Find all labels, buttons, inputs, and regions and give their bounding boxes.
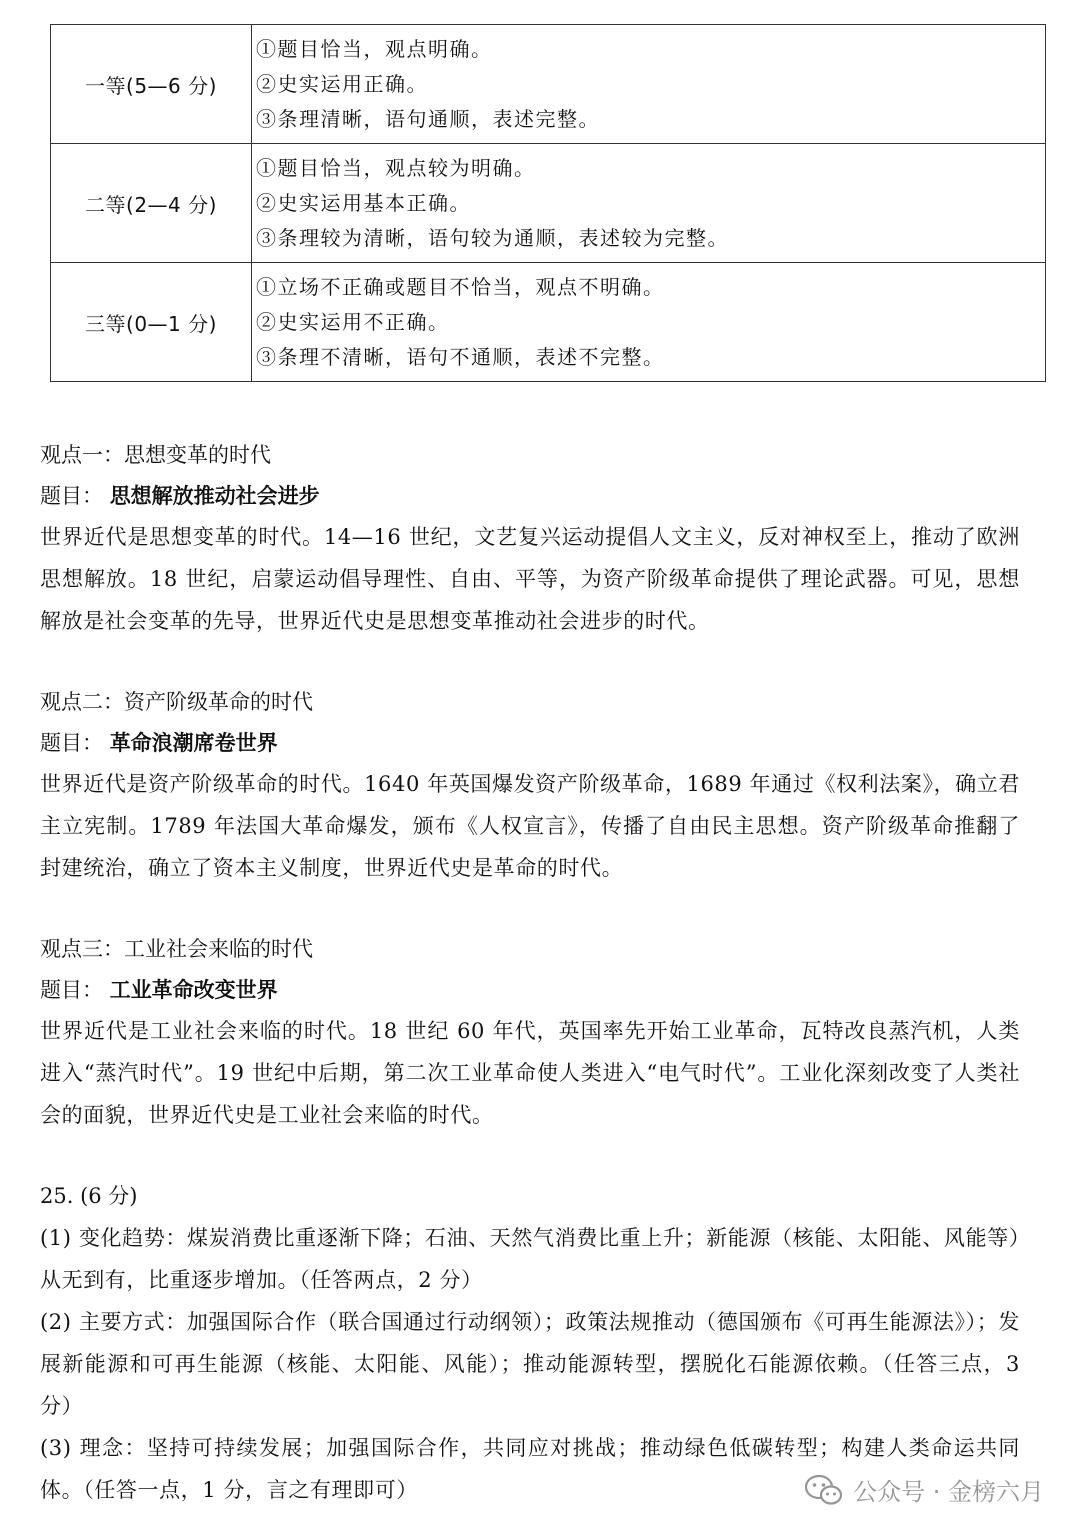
viewpoint-heading: 观点二：资产阶级革命的时代 xyxy=(40,690,313,714)
topic-line xyxy=(40,970,1020,1010)
watermark-text: 公众号 · 金榜六月 xyxy=(853,1478,1044,1506)
topic-line xyxy=(40,723,1020,763)
criterion-item: ①题目恰当，观点明确。 xyxy=(256,36,493,61)
viewpoint-paragraph: 世界近代是思想变革的时代。14—16 世纪，文艺复兴运动提倡人文主义，反对神权至上，推动了欧洲思想解放。18 世纪，启蒙运动倡导理性、自由、平等，为资产阶级革命提供了理论武器。可见，思想解放是社会变革的先导，世界近代史是思想变革推动社会进步的时代。 xyxy=(40,525,1020,633)
topic-label: 题目： xyxy=(40,978,103,1002)
answer-item: (2) 主要方式：加强国际合作（联合国通过行动纲领）；政策法规推动（德国颁布《可再生能源法》）；发展新能源和可再生能源（核能、太阳能、风能）；推动能源转型，摆脱化石能源依赖。（任答三点，3 分） xyxy=(40,1310,1020,1418)
criterion-item: ②史实运用基本正确。 xyxy=(256,190,471,215)
table-row xyxy=(51,144,1046,263)
grade-criteria xyxy=(252,144,1046,263)
viewpoint-heading: 观点三：工业社会来临的时代 xyxy=(40,937,313,961)
viewpoint-heading: 观点一：思想变革的时代 xyxy=(40,443,271,467)
viewpoint-section xyxy=(40,681,1020,889)
watermark xyxy=(805,1472,1044,1507)
topic-label: 题目： xyxy=(40,484,103,508)
viewpoint-section xyxy=(40,928,1020,1136)
wechat-icon xyxy=(805,1474,843,1506)
grade-label: 三等(0—1 分) xyxy=(51,263,252,382)
grade-criteria xyxy=(252,25,1046,144)
topic-title: 思想解放推动社会进步 xyxy=(109,484,320,508)
grading-rubric-table xyxy=(50,24,1046,382)
criterion-item: ③条理较为清晰，语句较为通顺，表述较为完整。 xyxy=(256,225,729,250)
question-25-answers xyxy=(40,1175,1020,1511)
criterion-item: ②史实运用不正确。 xyxy=(256,309,450,334)
criterion-item: ③条理不清晰，语句不通顺，表述不完整。 xyxy=(256,344,665,369)
table-row xyxy=(51,263,1046,382)
grade-label: 一等(5—6 分) xyxy=(51,25,252,144)
criterion-item: ②史实运用正确。 xyxy=(256,71,428,96)
topic-line xyxy=(40,476,1020,516)
criterion-item: ①立场不正确或题目不恰当，观点不明确。 xyxy=(256,274,665,299)
viewpoint-paragraph: 世界近代是资产阶级革命的时代。1640 年英国爆发资产阶级革命，1689 年通过《权利法案》，确立君主立宪制。1789 年法国大革命爆发，颁布《人权宣言》，传播了自由民主思想。资产阶级革命推翻了封建统治，确立了资本主义制度，世界近代史是革命的时代。 xyxy=(40,772,1020,880)
grade-criteria xyxy=(252,263,1046,382)
viewpoint-section xyxy=(40,434,1020,642)
topic-title: 革命浪潮席卷世界 xyxy=(109,731,278,755)
table-row xyxy=(51,25,1046,144)
viewpoint-paragraph: 世界近代是工业社会来临的时代。18 世纪 60 年代，英国率先开始工业革命，瓦特改良蒸汽机，人类进入“蒸汽时代”。19 世纪中后期，第二次工业革命使人类进入“电气时代”。工业化深刻改变了人类社会的面貌，世界近代史是工业社会来临的时代。 xyxy=(40,1019,1020,1127)
answer-item: (1) 变化趋势：煤炭消费比重逐渐下降；石油、天然气消费比重上升；新能源（核能、太阳能、风能等）从无到有，比重逐步增加。（任答两点，2 分） xyxy=(40,1226,1020,1292)
criterion-item: ①题目恰当，观点较为明确。 xyxy=(256,155,536,180)
grade-label: 二等(2—4 分) xyxy=(51,144,252,263)
answer-content xyxy=(40,434,1020,1511)
criterion-item: ③条理清晰，语句通顺，表述完整。 xyxy=(256,106,600,131)
topic-label: 题目： xyxy=(40,731,103,755)
topic-title: 工业革命改变世界 xyxy=(109,978,278,1002)
answer-item: (3) 理念：坚持可持续发展；加强国际合作，共同应对挑战；推动绿色低碳转型；构建人类命运共同体。（任答一点，1 分，言之有理即可） xyxy=(40,1436,1020,1502)
question-heading: 25. (6 分) xyxy=(40,1184,138,1208)
